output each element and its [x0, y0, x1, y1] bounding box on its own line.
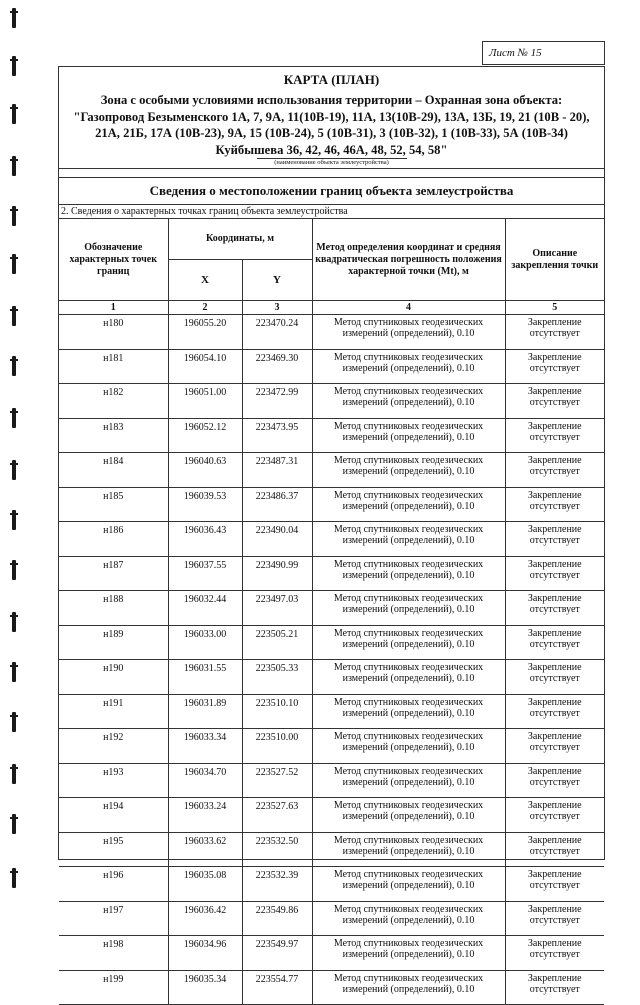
cell-x: 196033.00: [168, 625, 242, 660]
cell-point: н199: [59, 970, 168, 1005]
cell-point: н184: [59, 453, 168, 488]
cell-x: 196055.20: [168, 315, 242, 350]
cell-y: 223554.77: [242, 970, 312, 1005]
cell-method: Метод спутниковых геодезических измерений (определений), 0.10: [312, 418, 505, 453]
cell-y: 223497.03: [242, 591, 312, 626]
cell-point: н192: [59, 729, 168, 764]
cell-x: 196033.34: [168, 729, 242, 764]
cell-y: 223470.24: [242, 315, 312, 350]
cell-x: 196036.43: [168, 522, 242, 557]
cell-desc: Закрепление отсутствует: [505, 694, 604, 729]
cell-point: н188: [59, 591, 168, 626]
cell-x: 196035.08: [168, 867, 242, 902]
col-num: 1: [59, 301, 168, 315]
cell-y: 223505.33: [242, 660, 312, 695]
cell-desc: Закрепление отсутствует: [505, 763, 604, 798]
table-row: [59, 694, 604, 729]
binding-mark: [12, 254, 16, 274]
col-num: 5: [505, 301, 604, 315]
table-row: [59, 556, 604, 591]
cell-method: Метод спутниковых геодезических измерений (определений), 0.10: [312, 936, 505, 971]
cell-point: н198: [59, 936, 168, 971]
table-row: [59, 487, 604, 522]
table-row: [59, 522, 604, 557]
cell-method: Метод спутниковых геодезических измерений (определений), 0.10: [312, 867, 505, 902]
cell-point: н181: [59, 349, 168, 384]
binding-mark: [12, 356, 16, 376]
table-row: [59, 901, 604, 936]
table-row: [59, 453, 604, 488]
cell-method: Метод спутниковых геодезических измерений (определений), 0.10: [312, 901, 505, 936]
cell-desc: Закрепление отсутствует: [505, 970, 604, 1005]
cell-y: 223510.00: [242, 729, 312, 764]
cell-y: 223487.31: [242, 453, 312, 488]
title-block: [59, 67, 604, 169]
binding-mark: [12, 460, 16, 480]
points-table-body: [59, 315, 604, 1005]
cell-method: Метод спутниковых геодезических измерений (определений), 0.10: [312, 453, 505, 488]
cell-point: н194: [59, 798, 168, 833]
binding-mark: [12, 814, 16, 834]
cell-desc: Закрепление отсутствует: [505, 591, 604, 626]
binding-mark: [12, 56, 16, 76]
cell-y: 223549.97: [242, 936, 312, 971]
cell-point: н182: [59, 384, 168, 419]
cell-method: Метод спутниковых геодезических измерений (определений), 0.10: [312, 522, 505, 557]
cell-method: Метод спутниковых геодезических измерений (определений), 0.10: [312, 970, 505, 1005]
cell-point: н183: [59, 418, 168, 453]
page-title: КАРТА (ПЛАН): [283, 72, 380, 87]
header-coords: Координаты, м: [168, 219, 312, 260]
cell-method: Метод спутниковых геодезических измерений (определений), 0.10: [312, 798, 505, 833]
cell-method: Метод спутниковых геодезических измерений (определений), 0.10: [312, 625, 505, 660]
cell-method: Метод спутниковых геодезических измерений (определений), 0.10: [312, 487, 505, 522]
cell-point: н195: [59, 832, 168, 867]
cell-point: н190: [59, 660, 168, 695]
cell-method: Метод спутниковых геодезических измерений (определений), 0.10: [312, 591, 505, 626]
col-num: 4: [312, 301, 505, 315]
cell-x: 196031.55: [168, 660, 242, 695]
cell-y: 223527.63: [242, 798, 312, 833]
table-row: [59, 970, 604, 1005]
binding-mark: [12, 8, 16, 28]
cell-point: н193: [59, 763, 168, 798]
table-row: [59, 729, 604, 764]
cell-method: Метод спутниковых геодезических измерений (определений), 0.10: [312, 315, 505, 350]
cell-point: н185: [59, 487, 168, 522]
cell-desc: Закрепление отсутствует: [505, 522, 604, 557]
cell-x: 196036.42: [168, 901, 242, 936]
binding-mark: [12, 104, 16, 124]
table-row: [59, 591, 604, 626]
cell-x: 196052.12: [168, 418, 242, 453]
binding-mark: [12, 206, 16, 226]
cell-y: 223505.21: [242, 625, 312, 660]
cell-method: Метод спутниковых геодезических измерений (определений), 0.10: [312, 384, 505, 419]
cell-x: 196034.96: [168, 936, 242, 971]
cell-x: 196040.63: [168, 453, 242, 488]
cell-y: 223510.10: [242, 694, 312, 729]
cell-desc: Закрепление отсутствует: [505, 315, 604, 350]
cell-method: Метод спутниковых геодезических измерений (определений), 0.10: [312, 832, 505, 867]
header-x: X: [168, 260, 242, 301]
binding-mark: [12, 764, 16, 784]
section-title: Сведения о местоположении границ объекта землеустройства: [59, 177, 604, 205]
cell-desc: Закрепление отсутствует: [505, 798, 604, 833]
binding-mark: [12, 560, 16, 580]
cell-y: 223469.30: [242, 349, 312, 384]
cell-desc: Закрепление отсутствует: [505, 384, 604, 419]
cell-y: 223490.99: [242, 556, 312, 591]
cell-point: н186: [59, 522, 168, 557]
binding-holes: [0, 0, 30, 905]
cell-desc: Закрепление отсутствует: [505, 487, 604, 522]
header-point: Обозначение характерных точек границ: [59, 219, 168, 301]
cell-desc: Закрепление отсутствует: [505, 660, 604, 695]
cell-method: Метод спутниковых геодезических измерений (определений), 0.10: [312, 763, 505, 798]
cell-x: 196031.89: [168, 694, 242, 729]
table-row: [59, 832, 604, 867]
cell-x: 196051.00: [168, 384, 242, 419]
cell-method: Метод спутниковых геодезических измерений (определений), 0.10: [312, 556, 505, 591]
object-caption: (наименование объекта землеустройства): [257, 158, 407, 168]
binding-mark: [12, 712, 16, 732]
cell-y: 223473.95: [242, 418, 312, 453]
binding-mark: [12, 612, 16, 632]
binding-mark: [12, 510, 16, 530]
cell-y: 223486.37: [242, 487, 312, 522]
cell-point: н189: [59, 625, 168, 660]
binding-mark: [12, 868, 16, 888]
binding-mark: [12, 306, 16, 326]
document-frame: [58, 66, 605, 995]
table-row: [59, 349, 604, 384]
cell-point: н187: [59, 556, 168, 591]
cell-desc: Закрепление отсутствует: [505, 418, 604, 453]
cell-x: 196033.24: [168, 798, 242, 833]
sheet-number: Лист № 15: [482, 41, 605, 65]
cell-x: 196037.55: [168, 556, 242, 591]
cell-method: Метод спутниковых геодезических измерений (определений), 0.10: [312, 694, 505, 729]
cell-y: 223532.50: [242, 832, 312, 867]
cell-y: 223490.04: [242, 522, 312, 557]
binding-mark: [12, 662, 16, 682]
zone-description: Зона с особыми условиями использования территории – Охранная зона объекта: "Газопровод Безыменского 1А, 7, 9А, 11(10В-19), 11А, 13(10В-29), 13А, 13Б, 19, 21 (10В - 20), 21А, 21Б, 17А (10В-23), 9А, 15 (10В-24), 5 (10В-31), 3 (10В-32), 1 (10В-33), 5А (10В-34) Куйбышева 36, 42, 46, 46А, 48, 52, 54, 58": [73, 93, 590, 157]
binding-mark: [12, 408, 16, 428]
cell-method: Метод спутниковых геодезических измерений (определений), 0.10: [312, 729, 505, 764]
cell-point: н191: [59, 694, 168, 729]
cell-method: Метод спутниковых геодезических измерений (определений), 0.10: [312, 349, 505, 384]
cell-desc: Закрепление отсутствует: [505, 556, 604, 591]
col-num: 2: [168, 301, 242, 315]
cell-point: н196: [59, 867, 168, 902]
cell-x: 196054.10: [168, 349, 242, 384]
cell-x: 196039.53: [168, 487, 242, 522]
table-row: [59, 936, 604, 971]
points-table: [59, 218, 604, 1005]
table-row: [59, 763, 604, 798]
table-row: [59, 384, 604, 419]
cell-x: 196034.70: [168, 763, 242, 798]
cell-desc: Закрепление отсутствует: [505, 625, 604, 660]
binding-mark: [12, 156, 16, 176]
cell-y: 223527.52: [242, 763, 312, 798]
table-row: [59, 315, 604, 350]
header-method: Метод определения координат и средняя квадратическая погрешность положения характерной точки (Mt), м: [312, 219, 505, 301]
table-row: [59, 798, 604, 833]
cell-method: Метод спутниковых геодезических измерений (определений), 0.10: [312, 660, 505, 695]
cell-y: 223532.39: [242, 867, 312, 902]
cell-desc: Закрепление отсутствует: [505, 936, 604, 971]
cell-x: 196035.34: [168, 970, 242, 1005]
cell-y: 223549.86: [242, 901, 312, 936]
table-row: [59, 625, 604, 660]
cell-x: 196032.44: [168, 591, 242, 626]
table-row: [59, 418, 604, 453]
section-subtitle: 2. Сведения о характерных точках границ объекта землеустройства: [61, 206, 348, 217]
cell-desc: Закрепление отсутствует: [505, 867, 604, 902]
table-row: [59, 867, 604, 902]
cell-y: 223472.99: [242, 384, 312, 419]
col-num: 3: [242, 301, 312, 315]
cell-point: н180: [59, 315, 168, 350]
table-row: [59, 660, 604, 695]
header-y: Y: [242, 260, 312, 301]
cell-point: н197: [59, 901, 168, 936]
cell-desc: Закрепление отсутствует: [505, 832, 604, 867]
cell-desc: Закрепление отсутствует: [505, 349, 604, 384]
cell-x: 196033.62: [168, 832, 242, 867]
cell-desc: Закрепление отсутствует: [505, 729, 604, 764]
cell-desc: Закрепление отсутствует: [505, 453, 604, 488]
header-desc: Описание закрепления точки: [505, 219, 604, 301]
cell-desc: Закрепление отсутствует: [505, 901, 604, 936]
